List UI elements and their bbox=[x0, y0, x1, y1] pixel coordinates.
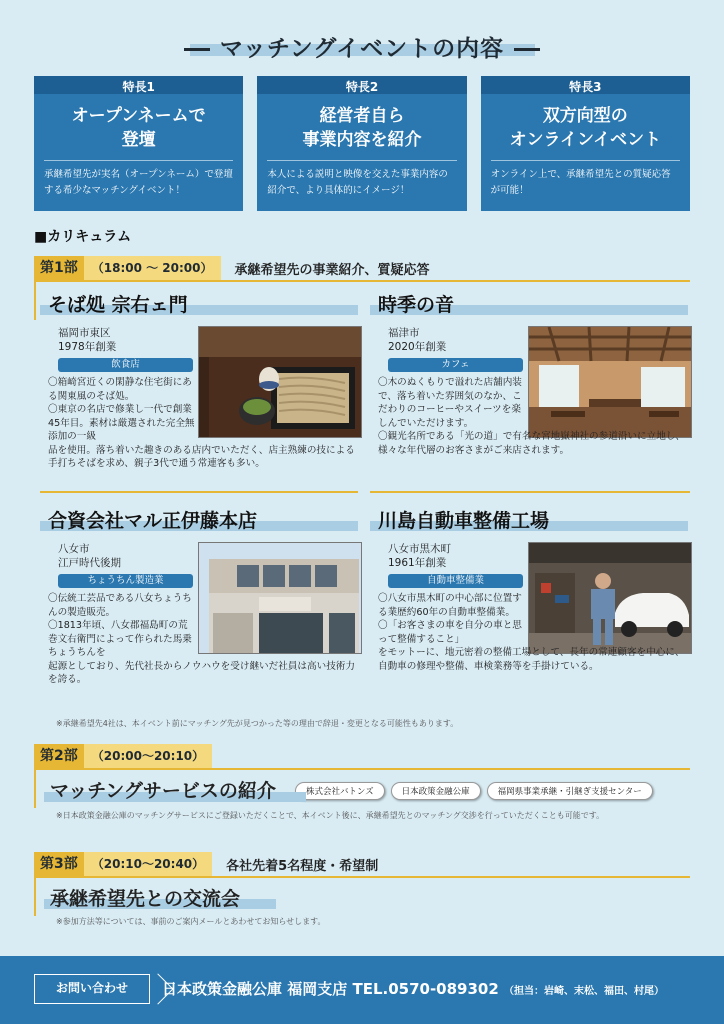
title-dash-right bbox=[514, 48, 540, 51]
shop-description-bottom: 品を使用。落ち着いた趣きのある店内でいただく、店主熟練の技による手打ちそばを求め、親子3代で通う常連客も多い。 bbox=[48, 444, 355, 469]
part2-number: 第2部 bbox=[34, 744, 84, 768]
shop-place: 八女市黒木町 bbox=[388, 543, 451, 555]
shop-description-top: 〇伝統工芸品である八女ちょうちんの製造販売。 〇1813年頃、八女郡福島町の荒巻文右衛門によって作られた馬乗ちょうちんを bbox=[48, 593, 192, 658]
part3-note: ※参加方法等については、事前のご案内メールとあわせてお知らせします。 bbox=[56, 917, 326, 926]
shop-card-garage bbox=[370, 506, 688, 706]
feature-body: オンライン上で、承継希望先との質疑応答が可能！ bbox=[490, 169, 671, 196]
part2-note: ※日本政策金融公庫のマッチングサービスにご登録いただくことで、本イベント後に、承継希望先とのマッチング交渉を行っていただくことも可能です。 bbox=[56, 811, 605, 820]
shop-meta bbox=[58, 542, 121, 570]
part3-number: 第3部 bbox=[34, 852, 84, 876]
page-title bbox=[0, 30, 724, 63]
part2-time: （20:00～20:10） bbox=[84, 744, 212, 768]
shop-place: 福岡市東区 bbox=[58, 327, 111, 339]
org-chip-jfc: 日本政策金融公庫 bbox=[391, 782, 481, 800]
feature-heading: オープンネームで 登壇 bbox=[71, 106, 206, 150]
contact-footer bbox=[0, 956, 724, 1024]
feature-tag: 特長3 bbox=[481, 76, 690, 94]
contact-org: 日本政策金融公庫 福岡支店 bbox=[162, 980, 348, 998]
shop-meta bbox=[58, 326, 116, 354]
shop-card-soba bbox=[40, 290, 358, 490]
page-title-text: マッチングイベントの内容 bbox=[219, 36, 505, 62]
shop-description bbox=[378, 592, 692, 673]
part2-side-rule bbox=[34, 768, 36, 808]
feature-body: 本人による説明と映像を交えた事業内容の紹介で、より具体的にイメージ！ bbox=[267, 169, 448, 196]
inquiry-label: お問い合わせ bbox=[34, 974, 150, 1004]
shop-description-bottom: 〇観光名所である「光の道」で有名な宮地嶽神社の参道沿いに立地し、様々な年代層のお客さまがご来店されます。 bbox=[378, 431, 685, 456]
feature-heading: 経営者自ら 事業内容を紹介 bbox=[302, 106, 422, 150]
feature-card-1 bbox=[34, 76, 243, 211]
part1-side-rule bbox=[34, 280, 36, 320]
shop-place: 八女市 bbox=[58, 543, 90, 555]
shop-name bbox=[40, 506, 358, 536]
feature-body: 承継希望先が実名（オープンネーム）で登壇する希少なマッチングイベント！ bbox=[44, 169, 233, 196]
shop-card-lantern bbox=[40, 506, 358, 706]
shop-founded: 1978年創業 bbox=[58, 341, 117, 353]
feature-card-3 bbox=[481, 76, 690, 211]
part2-bar bbox=[34, 744, 690, 768]
shop-place: 福津市 bbox=[388, 327, 420, 339]
shop-description bbox=[48, 376, 362, 471]
shop-founded: 1961年創業 bbox=[388, 557, 447, 569]
part2-title: マッチングサービスの紹介 bbox=[50, 780, 276, 802]
shop-name-text: 合資会社マル正伊藤本店 bbox=[48, 510, 258, 532]
shop-name-text: 川島自動車整備工場 bbox=[378, 510, 550, 532]
shop-description-top: 〇八女市黒木町の中心部に位置する業歴約60年の自動車整備業。 〇「お客さまの車を自分の車と思って整備すること」 bbox=[378, 593, 522, 645]
shop-description-bottom: をモットーに、地元密着の整備工場として、長年の常連顧客を中心に、自動車の修理や整備、車検業務等を手掛けている。 bbox=[378, 647, 685, 672]
curriculum-heading: ■カリキュラム bbox=[34, 229, 132, 245]
shop-name bbox=[40, 290, 358, 320]
part3-side-rule bbox=[34, 876, 36, 916]
part2-rule bbox=[34, 768, 690, 770]
shop-category-badge: 自動車整備業 bbox=[388, 574, 523, 588]
part3-time: （20:10～20:40） bbox=[84, 852, 212, 876]
part1-number: 第1部 bbox=[34, 256, 84, 280]
part3-title-row bbox=[44, 884, 304, 912]
contact-tel[interactable]: TEL.0570-089302 bbox=[352, 980, 499, 998]
part1-rule bbox=[34, 280, 690, 282]
part1-note: ※承継希望先4社は、本イベント前にマッチング先が見つかった等の理由で辞退・変更となる可能性もあります。 bbox=[56, 719, 459, 728]
shop-divider-left bbox=[40, 491, 358, 493]
shop-description bbox=[48, 592, 362, 687]
shop-name-text: そば処 宗右ェ門 bbox=[48, 294, 188, 316]
part1-bar bbox=[34, 256, 690, 280]
part3-description: 各社先着5名程度・希望制 bbox=[226, 858, 379, 874]
org-chip-batonz: 株式会社バトンズ bbox=[295, 782, 385, 800]
part3-bar bbox=[34, 852, 690, 876]
shop-name bbox=[370, 506, 688, 536]
feature-heading: 双方向型の オンラインイベント bbox=[509, 106, 662, 150]
shop-description bbox=[378, 376, 692, 457]
shop-founded: 江戸時代後期 bbox=[58, 557, 121, 569]
shop-description-top: 〇箱崎宮近くの閑静な住宅街にある関東風のそば処。 〇東京の名店で修業し一代で創業45年目。素材は厳選された完全無添加の一級 bbox=[48, 377, 195, 442]
shop-name-text: 時季の音 bbox=[378, 294, 455, 316]
shop-description-bottom: 起源としており、先代社長からノウハウを受け継いだ社員は高い技術力を誇る。 bbox=[48, 660, 355, 685]
shop-meta bbox=[388, 326, 446, 354]
contact-info bbox=[162, 978, 664, 999]
org-chip-center: 福岡県事業承継・引継ぎ支援センター bbox=[487, 782, 653, 800]
part2-title-row bbox=[44, 776, 694, 806]
shop-name bbox=[370, 290, 688, 320]
feature-tag: 特長1 bbox=[34, 76, 243, 94]
shop-category-badge: 飲食店 bbox=[58, 358, 193, 372]
part1-time: （18:00 ～ 20:00） bbox=[84, 256, 221, 280]
part3-rule bbox=[34, 876, 690, 878]
shop-founded: 2020年創業 bbox=[388, 341, 447, 353]
feature-list bbox=[34, 76, 690, 211]
shop-category-badge: ちょうちん製造業 bbox=[58, 574, 193, 588]
shop-divider-right bbox=[370, 491, 690, 493]
shop-description-top: 〇木のぬくもりで溢れた店舗内装で、落ち着いた雰囲気のなか、こだわりのコーヒーやスイーツを楽しんでいただけます。 bbox=[378, 377, 522, 429]
shop-category-badge: カフェ bbox=[388, 358, 523, 372]
contact-staff: （担当：岩崎、末松、福田、村尾） bbox=[504, 986, 665, 997]
shop-card-cafe bbox=[370, 290, 688, 490]
shop-meta bbox=[388, 542, 451, 570]
part1-description: 承継希望先の事業紹介、質疑応答 bbox=[234, 262, 430, 278]
feature-tag: 特長2 bbox=[257, 76, 466, 94]
feature-card-2 bbox=[257, 76, 466, 211]
part3-title: 承継希望先との交流会 bbox=[50, 888, 241, 910]
title-dash-left bbox=[184, 48, 210, 51]
